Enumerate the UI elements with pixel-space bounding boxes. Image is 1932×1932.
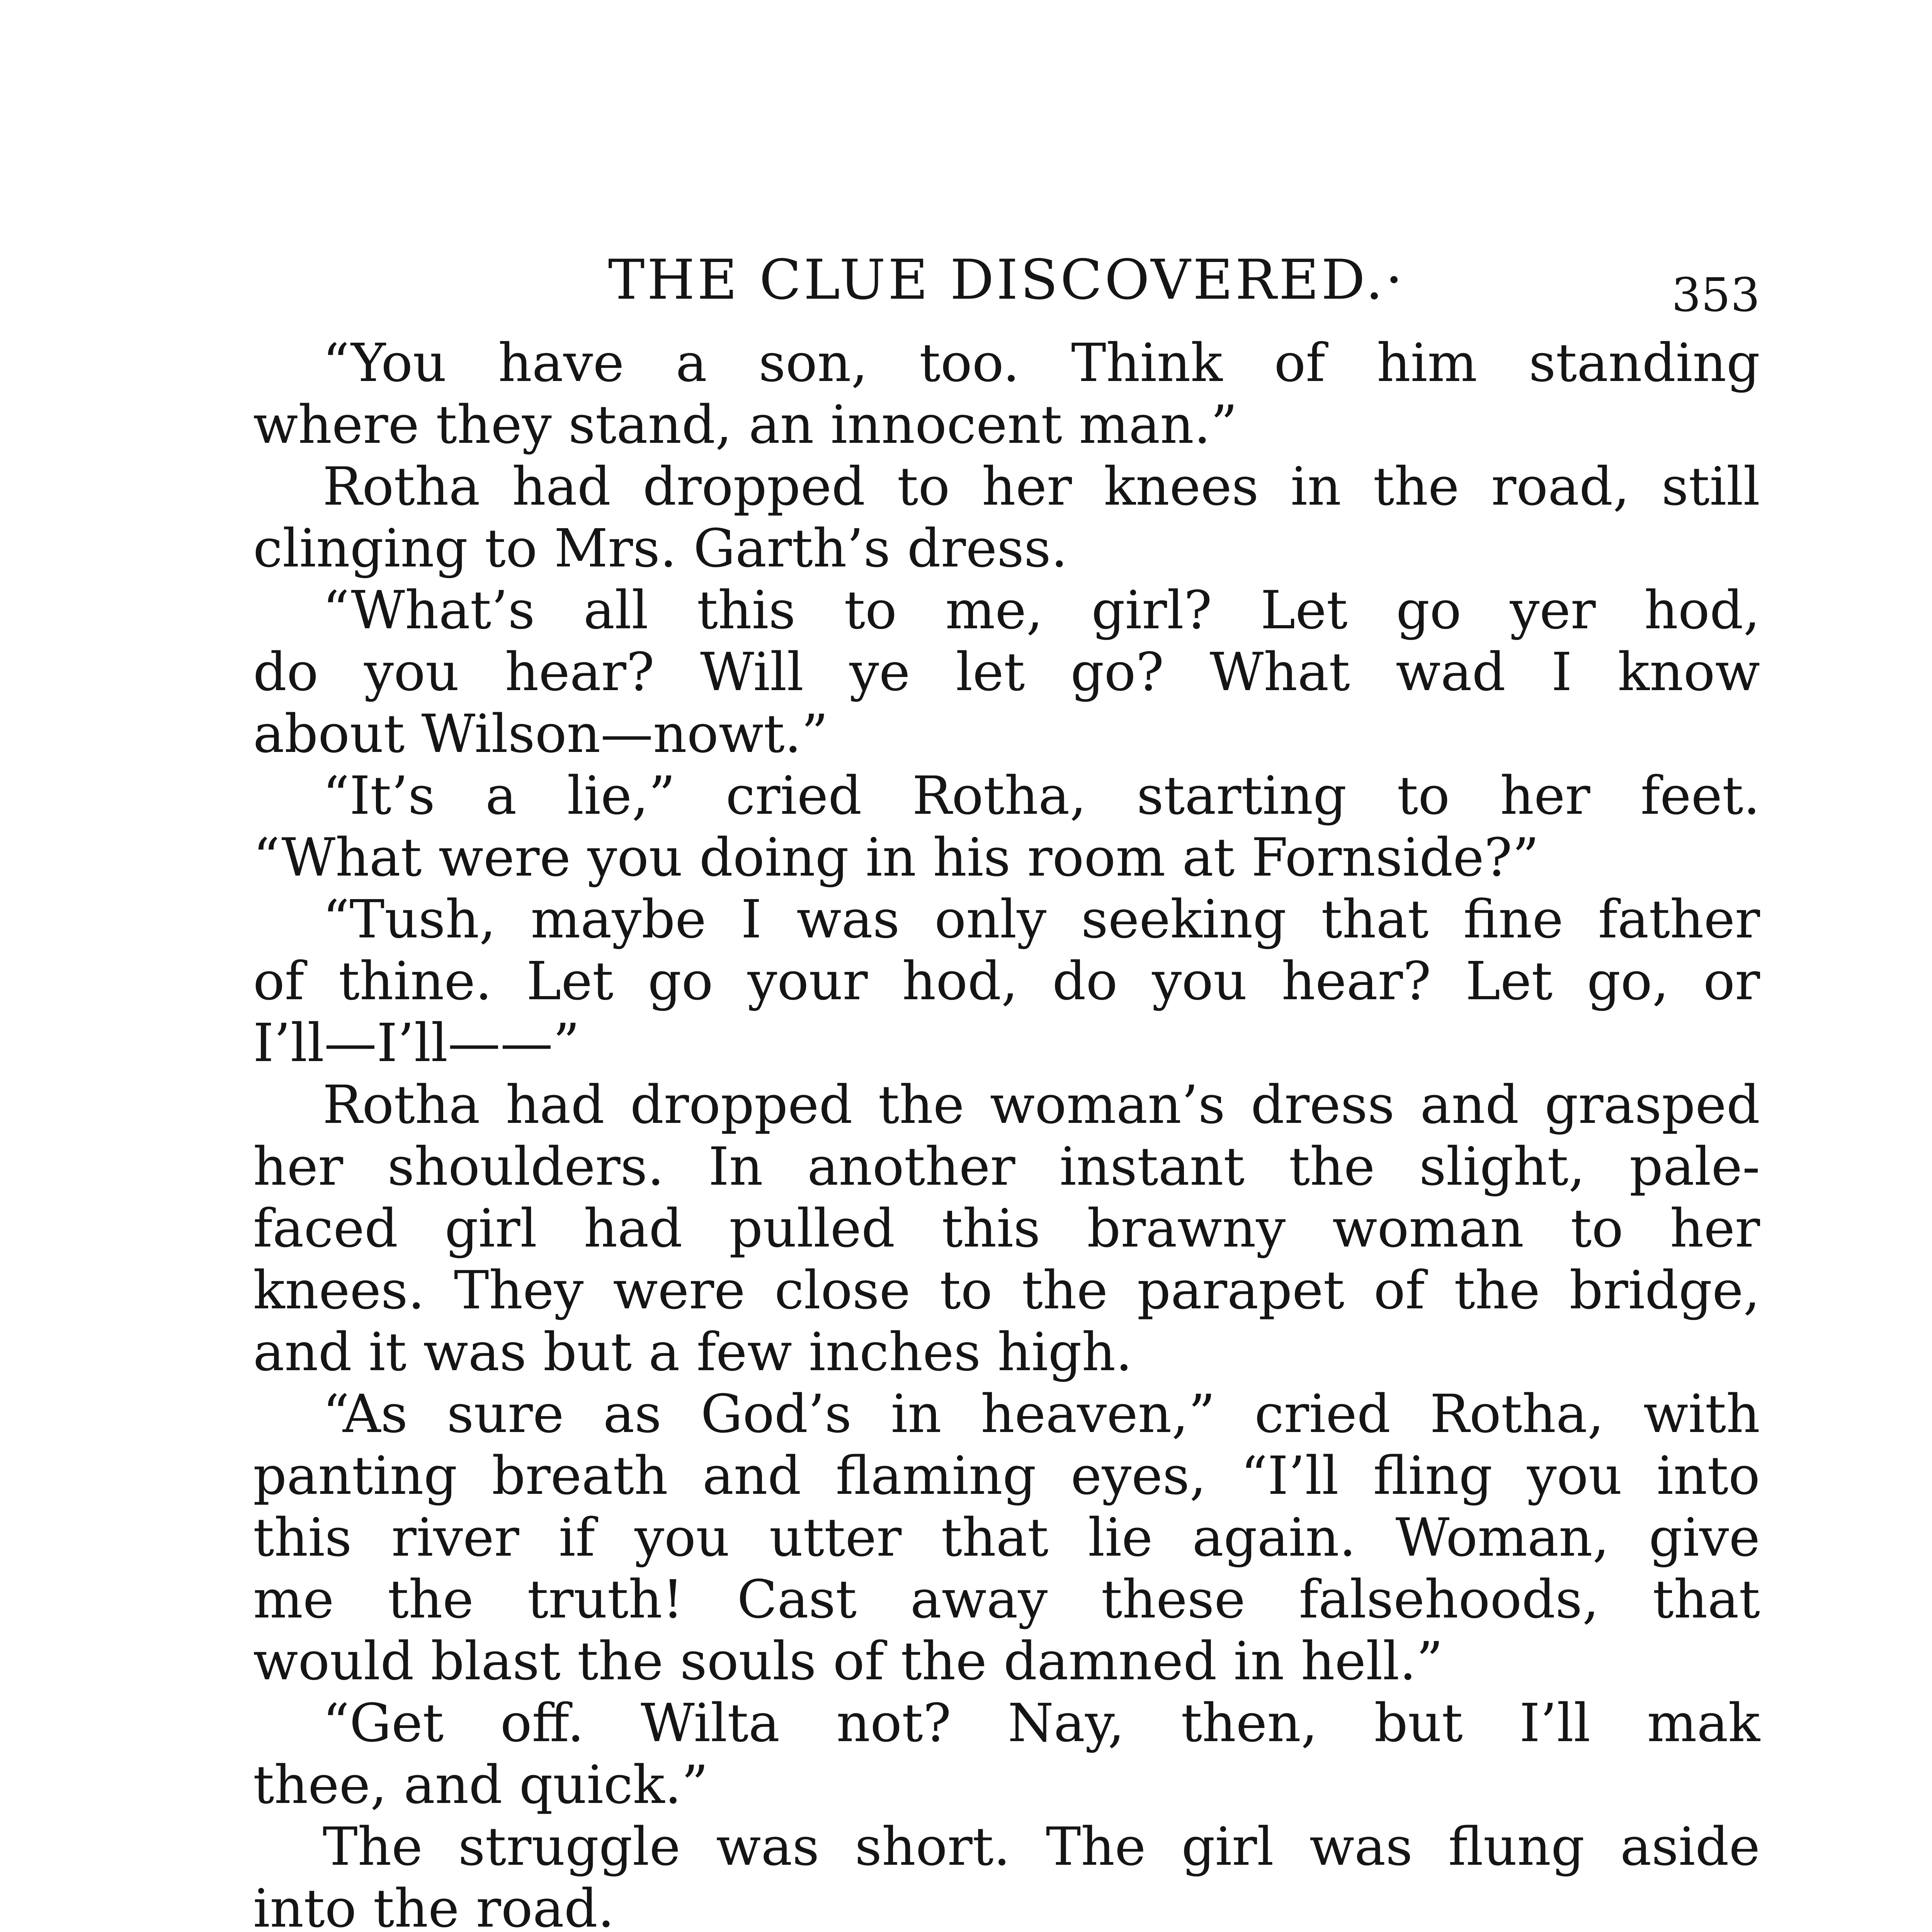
running-title: THE CLUE DISCOVERED.· <box>608 248 1405 312</box>
text-line: thee, and quick.” <box>253 1755 709 1816</box>
body-text <box>253 332 1760 1932</box>
text-line: “Tush, maybe I was only seeking that fine father <box>323 889 1760 950</box>
text-line: and it was but a few inches high. <box>253 1322 1133 1383</box>
text-line: knees. They were close to the parapet of the bridge, <box>253 1260 1760 1321</box>
text-line: “What were you doing in his room at Fornside?” <box>253 827 1539 888</box>
text-line: “As sure as God’s in heaven,” cried Rotha, with <box>323 1384 1760 1445</box>
text-line: into the road. <box>253 1878 615 1932</box>
text-line: Rotha had dropped the woman’s dress and grasped <box>323 1075 1760 1136</box>
text-line: Rotha had dropped to her knees in the road, still <box>323 456 1760 517</box>
text-line: The struggle was short. The girl was flung aside <box>323 1816 1760 1878</box>
text-line: “You have a son, too. Think of him standing <box>323 333 1760 394</box>
page-number: 353 <box>1671 269 1760 322</box>
text-line: clinging to Mrs. Garth’s dress. <box>253 518 1068 579</box>
text-line: “What’s all this to me, girl? Let go yer hod, <box>323 580 1760 641</box>
text-line: her shoulders. In another instant the slight, pale- <box>253 1136 1760 1197</box>
text-line: about Wilson—nowt.” <box>253 704 828 765</box>
text-line: of thine. Let go your hod, do you hear? Let go, or <box>253 951 1760 1012</box>
text-line: me the truth! Cast away these falsehoods, that <box>253 1569 1760 1630</box>
text-line: “It’s a lie,” cried Rotha, starting to her feet. <box>323 765 1760 827</box>
text-line: “Get off. Wilta not? Nay, then, but I’ll mak <box>323 1693 1760 1754</box>
text-line: do you hear? Will ye let go? What wad I know <box>253 642 1760 703</box>
text-line: panting breath and flaming eyes, “I’ll fling you into <box>253 1446 1760 1507</box>
text-line: I’ll—I’ll——” <box>253 1013 580 1074</box>
text-line: faced girl had pulled this brawny woman to her <box>253 1198 1760 1259</box>
page-header <box>253 247 1760 325</box>
text-line: would blast the souls of the damned in hell.” <box>253 1631 1443 1692</box>
text-line: this river if you utter that lie again. Woman, give <box>253 1507 1760 1568</box>
text-line: where they stand, an innocent man.” <box>253 395 1238 456</box>
